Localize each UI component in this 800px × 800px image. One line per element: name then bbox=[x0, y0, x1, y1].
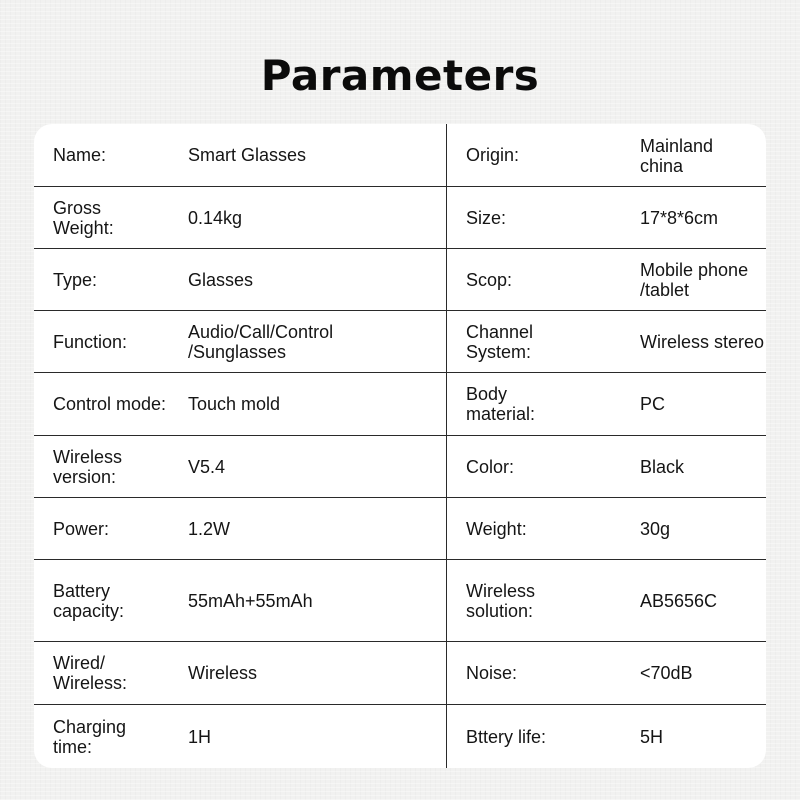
value-body-material: PC bbox=[640, 394, 666, 414]
value-function: Audio/Call/Control /Sunglasses bbox=[188, 321, 334, 362]
value-channel-system: Wireless stereo bbox=[640, 331, 765, 352]
value-wireless-version: V5.4 bbox=[188, 456, 226, 477]
label-power: Power: bbox=[53, 518, 110, 539]
parameters-table bbox=[34, 124, 766, 768]
table-row bbox=[34, 311, 766, 373]
label-size: Size: bbox=[466, 207, 507, 228]
label-function: Function: bbox=[53, 331, 128, 352]
label-wireless-version: Wireless version: bbox=[53, 446, 123, 487]
label-origin: Origin: bbox=[466, 145, 520, 165]
label-battery-capacity: Battery capacity: bbox=[53, 580, 125, 621]
label-control-mode: Control mode: bbox=[53, 394, 167, 414]
label-scop: Scop: bbox=[466, 269, 513, 290]
value-size: 17*8*6cm bbox=[640, 207, 719, 228]
value-wired-wireless: Wireless bbox=[188, 663, 258, 683]
table-row bbox=[34, 642, 766, 705]
value-wireless-solution: AB5656C bbox=[640, 590, 718, 611]
label-wired-wireless: Wired/ Wireless: bbox=[53, 653, 128, 693]
table-row bbox=[34, 705, 766, 768]
label-type: Type: bbox=[53, 269, 98, 290]
table-row bbox=[34, 124, 766, 187]
label-name: Name: bbox=[53, 145, 107, 165]
value-charging-time: 1H bbox=[188, 726, 212, 747]
value-noise: <70dB bbox=[640, 663, 693, 683]
value-control-mode: Touch mold bbox=[188, 394, 281, 414]
table-row bbox=[34, 436, 766, 498]
label-body-material: Body material: bbox=[466, 384, 536, 424]
table-row bbox=[34, 249, 766, 311]
value-name: Smart Glasses bbox=[188, 145, 307, 165]
table-row bbox=[34, 187, 766, 249]
label-battery-life: Bttery life: bbox=[466, 726, 547, 747]
value-power: 1.2W bbox=[188, 518, 231, 539]
value-weight: 30g bbox=[640, 518, 671, 539]
table-row bbox=[34, 560, 766, 642]
label-wireless-solution: Wireless solution: bbox=[466, 580, 536, 621]
value-battery-capacity: 55mAh+55mAh bbox=[188, 590, 313, 611]
table-row bbox=[34, 373, 766, 436]
label-color: Color: bbox=[466, 456, 515, 477]
table-row bbox=[34, 498, 766, 560]
value-origin: Mainland china bbox=[640, 136, 714, 176]
label-weight: Weight: bbox=[466, 518, 527, 539]
label-noise: Noise: bbox=[466, 663, 518, 683]
label-charging-time: Charging time: bbox=[53, 716, 127, 757]
value-battery-life: 5H bbox=[640, 726, 664, 747]
value-gross-weight: 0.14kg bbox=[188, 207, 243, 228]
label-gross-weight: Gross Weight: bbox=[53, 197, 114, 238]
page-title: Parameters bbox=[260, 51, 540, 100]
value-type: Glasses bbox=[188, 269, 254, 290]
value-scop: Mobile phone /tablet bbox=[640, 259, 749, 300]
value-color: Black bbox=[640, 456, 685, 477]
label-channel-system: Channel System: bbox=[466, 321, 534, 362]
